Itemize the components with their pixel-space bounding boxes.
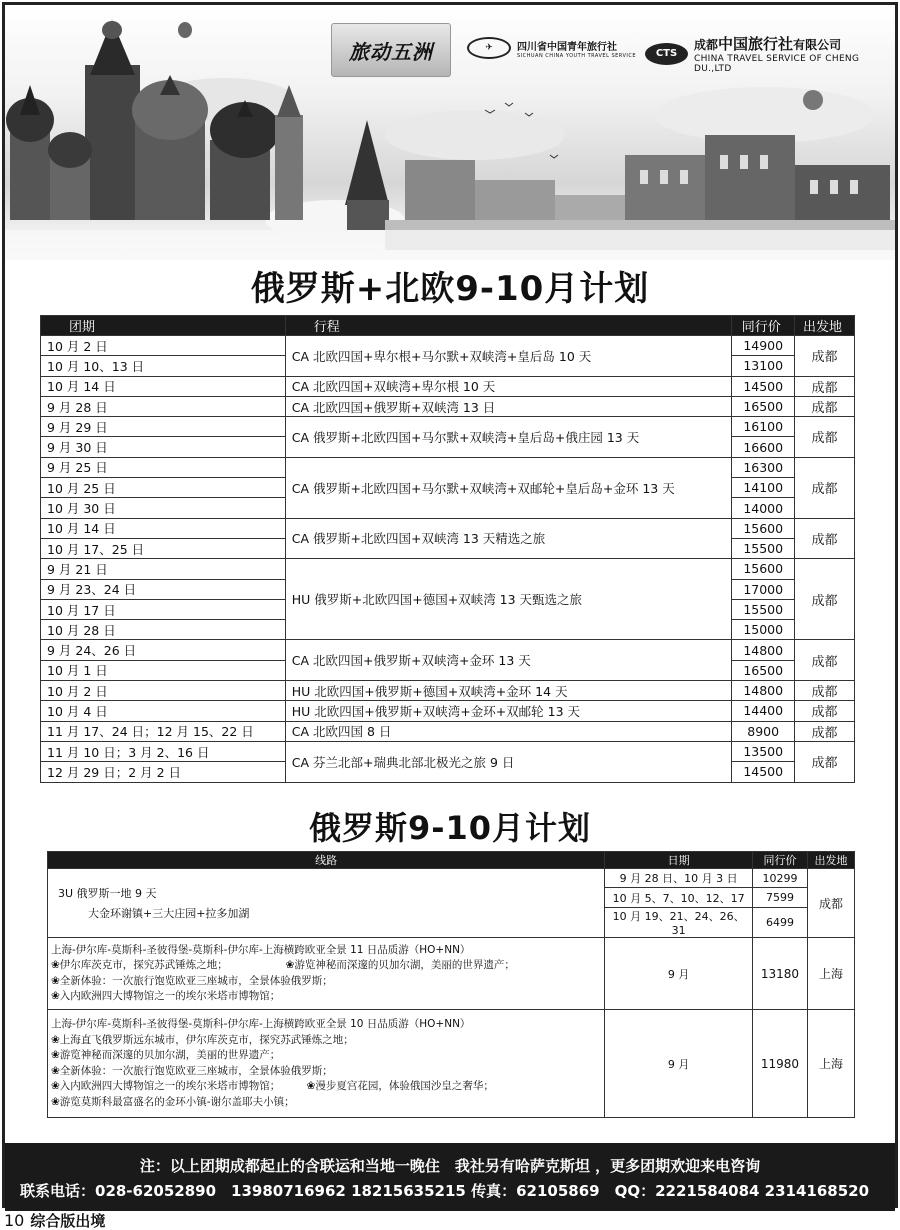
date-cell: 9 月 21 日 bbox=[41, 559, 286, 579]
route-line: ❀游览莫斯科最富盛名的金环小镇-谢尔盖耶夫小镇； bbox=[51, 1095, 295, 1108]
route-cell: CA 北欧四国+卑尔根+马尔默+双峡湾+皇后岛 10 天 bbox=[285, 336, 732, 377]
price-cell: 14000 bbox=[732, 498, 795, 518]
departure-cell: 成都 bbox=[795, 640, 855, 681]
route-line: ❀入内欧洲四大博物馆之一的埃尔米塔市博物馆； bbox=[51, 990, 281, 1002]
date-cell: 9 月 24、26 日 bbox=[41, 640, 286, 660]
price-cell: 15500 bbox=[732, 599, 795, 619]
date-cell: 10 月 14 日 bbox=[41, 376, 286, 396]
price-cell: 14800 bbox=[732, 640, 795, 660]
price-cell: 15600 bbox=[732, 559, 795, 579]
date-cell: 9 月 25 日 bbox=[41, 457, 286, 477]
brand-logo-text: 旅动五洲 bbox=[349, 39, 433, 64]
price-cell: 14400 bbox=[732, 701, 795, 721]
price-cell: 14500 bbox=[732, 376, 795, 396]
price-cell: 13500 bbox=[732, 741, 795, 761]
date-cell: 9 月 23、24 日 bbox=[41, 579, 286, 599]
date-cell: 10 月 14 日 bbox=[41, 518, 286, 538]
table-row bbox=[41, 721, 855, 741]
date-cell: 10 月 4 日 bbox=[41, 701, 286, 721]
route-cell: HU 俄罗斯+北欧四国+德国+双峡湾 13 天甄选之旅 bbox=[285, 559, 732, 640]
departure-cell: 成都 bbox=[795, 741, 855, 782]
route-cell bbox=[48, 1010, 605, 1118]
price-cell: 14900 bbox=[732, 336, 795, 356]
table-row bbox=[41, 681, 855, 701]
col-header-date: 日期 bbox=[605, 852, 753, 869]
price-cell: 16600 bbox=[732, 437, 795, 457]
route-cell: CA 北欧四国 8 日 bbox=[285, 721, 732, 741]
route-cell bbox=[48, 869, 605, 938]
price-cell: 14100 bbox=[732, 478, 795, 498]
departure-cell: 成都 bbox=[795, 336, 855, 377]
route-cell: CA 俄罗斯+北欧四国+马尔默+双峡湾+双邮轮+皇后岛+金环 13 天 bbox=[285, 457, 732, 518]
cts-brand: 中国旅行社 bbox=[718, 35, 794, 53]
date-cell: 9 月 bbox=[605, 1010, 753, 1118]
departure-cell: 上海 bbox=[807, 938, 854, 1010]
table-header-row bbox=[48, 852, 855, 869]
price-cell: 15000 bbox=[732, 620, 795, 640]
date-cell: 10 月 10、13 日 bbox=[41, 356, 286, 376]
route-line: ❀伊尔库茨克市，探究苏武锤炼之地； ❀游览神秘而深邃的贝加尔湖，美丽的世界遗产； bbox=[51, 959, 515, 971]
route-line: ❀游览神秘而深邃的贝加尔湖，美丽的世界遗产； bbox=[51, 1049, 281, 1061]
brand-logo bbox=[331, 23, 451, 77]
date-cell: 10 月 30 日 bbox=[41, 498, 286, 518]
route-line: ❀全新体验：一次旅行饱览欧亚三座城市，全景体验俄罗斯； bbox=[51, 974, 333, 987]
page-frame bbox=[2, 2, 898, 1208]
col-header-price: 同行价 bbox=[753, 852, 808, 869]
table-row bbox=[48, 1010, 855, 1118]
route-cell: CA 北欧四国+双峡湾+卑尔根 10 天 bbox=[285, 376, 732, 396]
date-cell: 9 月 29 日 bbox=[41, 417, 286, 437]
date-cell: 10 月 1 日 bbox=[41, 660, 286, 680]
price-cell: 8900 bbox=[732, 721, 795, 741]
col-header-route: 行程 bbox=[285, 316, 732, 336]
price-cell: 11980 bbox=[753, 1010, 808, 1118]
cyts-name: 四川省中国青年旅行社 bbox=[517, 41, 617, 53]
departure-cell: 成都 bbox=[795, 518, 855, 559]
header-banner bbox=[5, 5, 895, 260]
cts-name-en: CHINA TRAVEL SERVICE OF CHENG DU.,LTD bbox=[694, 54, 860, 74]
departure-cell: 成都 bbox=[795, 559, 855, 640]
price-cell: 16500 bbox=[732, 396, 795, 416]
price-cell: 16300 bbox=[732, 457, 795, 477]
departure-cell: 上海 bbox=[807, 1010, 854, 1118]
departure-cell: 成都 bbox=[795, 376, 855, 396]
date-cell: 9 月 bbox=[605, 938, 753, 1010]
table-row bbox=[41, 336, 855, 356]
cts-name bbox=[694, 33, 895, 54]
russia-table bbox=[47, 851, 855, 1118]
col-header-price: 同行价 bbox=[732, 316, 795, 336]
page-number: 10 bbox=[4, 1211, 25, 1230]
date-cell: 11 月 10 日；3 月 2、16 日 bbox=[41, 741, 286, 761]
price-cell: 15500 bbox=[732, 538, 795, 558]
departure-cell: 成都 bbox=[795, 701, 855, 721]
price-cell: 13180 bbox=[753, 938, 808, 1010]
section2-title: 俄罗斯9-10月计划 bbox=[308, 809, 592, 847]
notes-line: 注：以上团期成都起止的含联运和当地一晚住 我社另有哈萨克斯坦 ，更多团期欢迎来电咨询 bbox=[139, 1157, 761, 1175]
table-header-row bbox=[41, 316, 855, 336]
date-cell: 10 月 28 日 bbox=[41, 620, 286, 640]
date-cell: 10 月 17、25 日 bbox=[41, 538, 286, 558]
cyts-emblem-icon: ✈ bbox=[467, 37, 511, 59]
departure-cell: 成都 bbox=[807, 869, 854, 938]
table-row bbox=[41, 376, 855, 396]
route-line: ❀上海直飞俄罗斯远东城市，伊尔库茨克市，探究苏武锤炼之地； bbox=[51, 1033, 354, 1046]
date-cell: 11 月 17、24 日；12 月 15、22 日 bbox=[41, 721, 286, 741]
departure-cell: 成都 bbox=[795, 396, 855, 416]
route-line: ❀入内欧洲四大博物馆之一的埃尔米塔市博物馆； ❀漫步夏宫花园，体验俄国沙皇之奢华； bbox=[51, 1080, 494, 1092]
table-row bbox=[41, 741, 855, 761]
departure-cell: 成都 bbox=[795, 417, 855, 458]
route-cell: CA 芬兰北部+瑞典北部北极光之旅 9 日 bbox=[285, 741, 732, 782]
cts-suffix: 有限公司 bbox=[793, 38, 842, 52]
table-row bbox=[41, 559, 855, 579]
table-row bbox=[41, 457, 855, 477]
route-name: 3U 俄罗斯一地 9 天 bbox=[58, 887, 157, 900]
price-cell: 14500 bbox=[732, 762, 795, 782]
section1-title: 俄罗斯+北欧9-10月计划 bbox=[250, 269, 650, 309]
date-cell: 10 月 17 日 bbox=[41, 599, 286, 619]
route-cell: HU 北欧四国+俄罗斯+双峡湾+金环+双邮轮 13 天 bbox=[285, 701, 732, 721]
date-cell: 9 月 28 日、10 月 3 日 bbox=[605, 869, 753, 888]
departure-cell: 成都 bbox=[795, 721, 855, 741]
cts-prefix: 成都 bbox=[694, 38, 719, 52]
col-header-departure: 出发地 bbox=[807, 852, 854, 869]
price-cell: 6499 bbox=[753, 908, 808, 938]
departure-cell: 成都 bbox=[795, 681, 855, 701]
section-name: 综合版出境 bbox=[30, 1212, 106, 1230]
col-header-departure: 出发地 bbox=[795, 316, 855, 336]
route-cell: CA 北欧四国+俄罗斯+双峡湾 13 日 bbox=[285, 396, 732, 416]
col-header-date: 团期 bbox=[41, 316, 286, 336]
agency-cts bbox=[645, 33, 895, 74]
price-cell: 16100 bbox=[732, 417, 795, 437]
table-row bbox=[41, 640, 855, 660]
table-row bbox=[48, 938, 855, 1010]
agency-cyts bbox=[467, 37, 636, 59]
route-cell: CA 俄罗斯+北欧四国+马尔默+双峡湾+皇后岛+俄庄园 13 天 bbox=[285, 417, 732, 458]
price-cell: 17000 bbox=[732, 579, 795, 599]
contact-line: 联系电话：028-62052890 13980716962 18215635215 传真：62105869 QQ：2221584084 2314168520 bbox=[20, 1182, 870, 1200]
price-cell: 16500 bbox=[732, 660, 795, 680]
route-line: 上海-伊尔库-莫斯科-圣彼得堡-莫斯科-伊尔库-上海横跨欧亚全景 11 日品质游（HO+NN） bbox=[51, 943, 471, 956]
route-cell bbox=[48, 938, 605, 1010]
table-body bbox=[41, 336, 855, 783]
route-highlights: 大金环谢镇+三大庄园+拉多加湖 bbox=[88, 907, 250, 920]
date-cell: 10 月 2 日 bbox=[41, 336, 286, 356]
notes-bar bbox=[5, 1143, 895, 1211]
col-header-route: 线路 bbox=[48, 852, 605, 869]
price-cell: 10299 bbox=[753, 869, 808, 888]
route-line: ❀全新体验：一次旅行饱览欧亚三座城市，全景体验俄罗斯； bbox=[51, 1064, 333, 1077]
price-cell: 7599 bbox=[753, 888, 808, 908]
date-cell: 12 月 29 日；2 月 2 日 bbox=[41, 762, 286, 782]
date-cell: 10 月 2 日 bbox=[41, 681, 286, 701]
cyts-name-en: SICHUAN CHINA YOUTH TRAVEL SERVICE bbox=[517, 52, 637, 59]
russia-nordic-table bbox=[40, 315, 855, 783]
date-cell: 10 月 19、21、24、26、31 bbox=[605, 908, 753, 938]
route-line: 上海-伊尔库-莫斯科-圣彼得堡-莫斯科-伊尔库-上海横跨欧亚全景 10 日品质游（HO+NN） bbox=[51, 1018, 471, 1030]
route-cell: CA 俄罗斯+北欧四国+双峡湾 13 天精选之旅 bbox=[285, 518, 732, 559]
date-cell: 10 月 25 日 bbox=[41, 478, 286, 498]
date-cell: 9 月 28 日 bbox=[41, 396, 286, 416]
route-cell: HU 北欧四国+俄罗斯+德国+双峡湾+金环 14 天 bbox=[285, 681, 732, 701]
date-cell: 9 月 30 日 bbox=[41, 437, 286, 457]
table-row bbox=[41, 701, 855, 721]
cts-emblem-icon: CTS bbox=[645, 43, 688, 65]
departure-cell: 成都 bbox=[795, 457, 855, 518]
route-cell: CA 北欧四国+俄罗斯+双峡湾+金环 13 天 bbox=[285, 640, 732, 681]
page-footer bbox=[4, 1210, 105, 1230]
table-row bbox=[41, 417, 855, 437]
table-row bbox=[41, 518, 855, 538]
price-cell: 14800 bbox=[732, 681, 795, 701]
date-cell: 10 月 5、7、10、12、17 bbox=[605, 888, 753, 908]
table-row bbox=[41, 396, 855, 416]
price-cell: 13100 bbox=[732, 356, 795, 376]
price-cell: 15600 bbox=[732, 518, 795, 538]
table-row bbox=[48, 869, 855, 888]
